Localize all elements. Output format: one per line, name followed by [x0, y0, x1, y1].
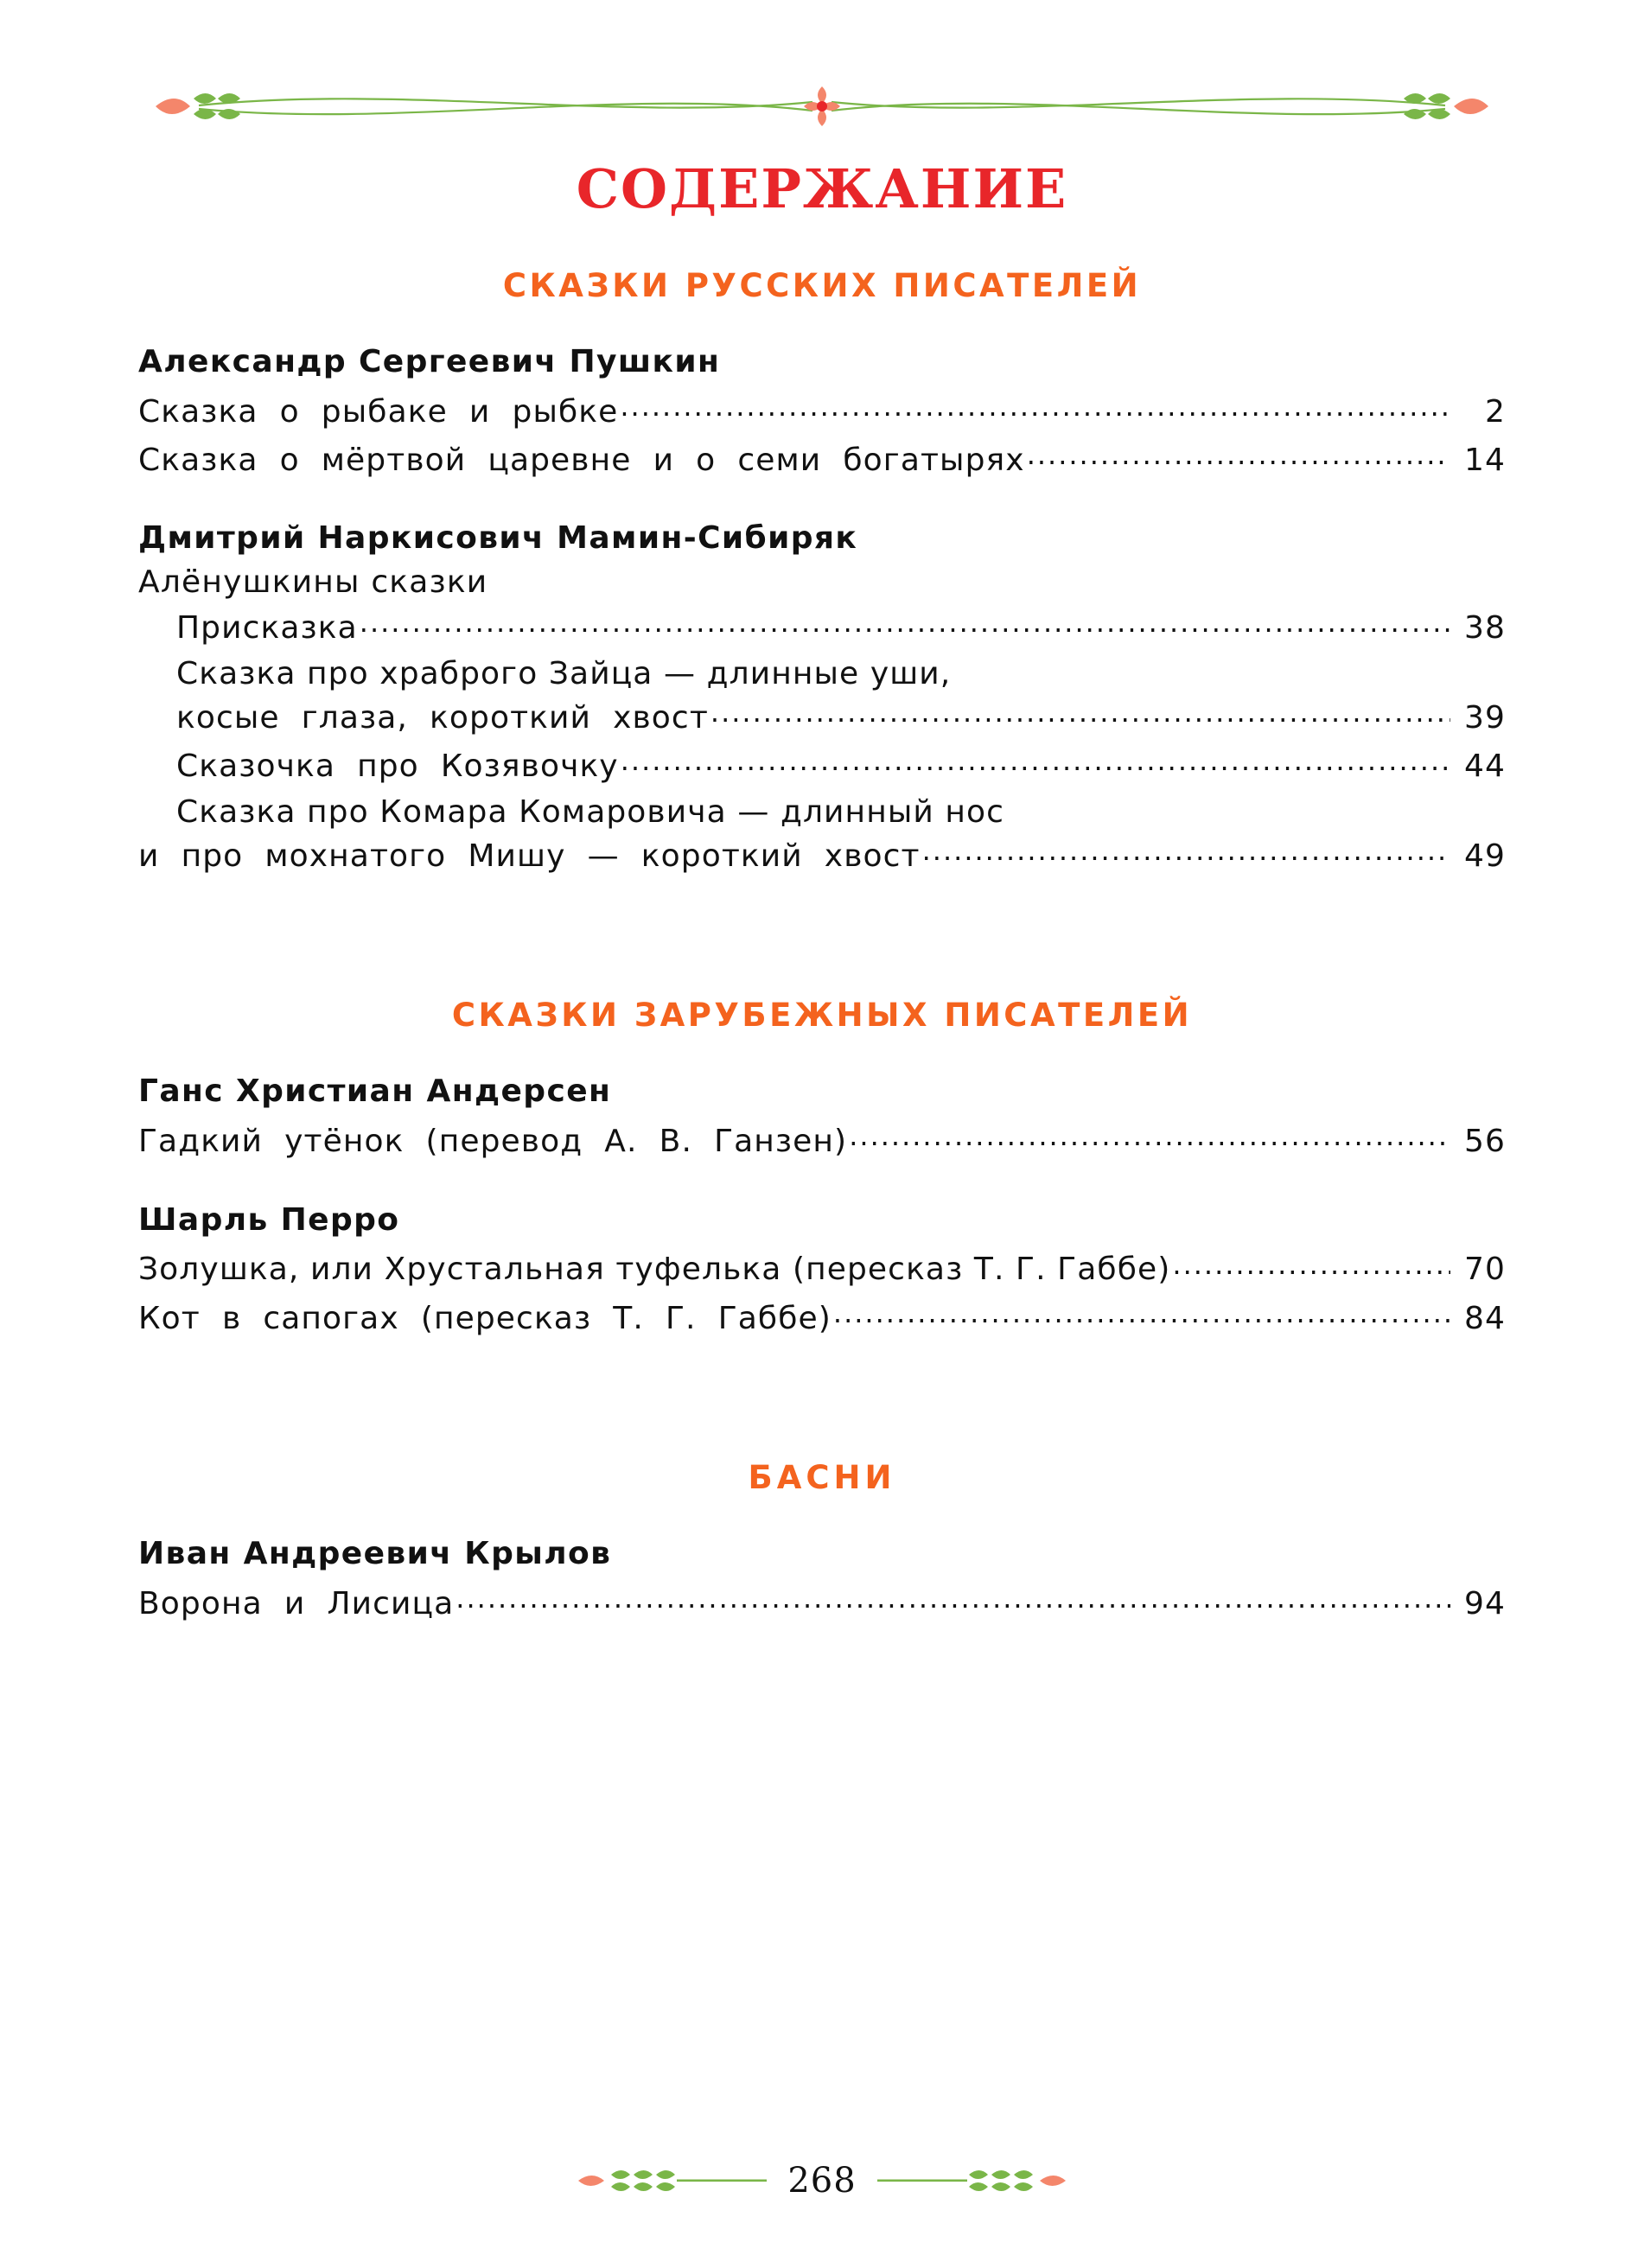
author-name: Александр Сергеевич Пушкин [138, 344, 721, 379]
dot-leader [456, 1580, 1450, 1616]
dot-leader [1027, 436, 1450, 473]
toc-entry-title: Кот в сапогах (пересказ Т. Г. Габбе) [138, 1300, 832, 1336]
footer-ornament-left-icon [573, 2163, 772, 2198]
collection-title: Алёнушкины сказки [138, 564, 488, 601]
toc-entry-page: 70 [1463, 1252, 1506, 1288]
toc-entry[interactable] [138, 792, 1506, 877]
author-name: Шарль Перро [138, 1201, 400, 1238]
section-heading-fables: БАСНИ [748, 1459, 896, 1497]
toc-entry-title: Гадкий утёнок (перевод А. В. Ганзен) [138, 1124, 848, 1160]
toc-entry-page: 2 [1484, 393, 1506, 430]
dot-leader [360, 604, 1450, 640]
toc-entry[interactable] [138, 1246, 1506, 1290]
toc-entry-page: 44 [1463, 749, 1506, 785]
author-block-perrault [138, 1202, 1506, 1339]
toc-entry-page: 56 [1463, 1124, 1506, 1160]
toc-entry[interactable] [138, 1295, 1506, 1339]
dot-leader [621, 742, 1450, 779]
toc-entry-page: 94 [1463, 1585, 1506, 1621]
top-ornament [138, 76, 1506, 137]
toc-entry-page: 14 [1463, 442, 1506, 478]
dot-leader [833, 1295, 1450, 1331]
dot-leader [710, 694, 1450, 730]
page-number: 268 [787, 2161, 857, 2201]
dot-leader [620, 388, 1450, 424]
author-block-mamin-sibiryak [138, 520, 1506, 876]
author-name: Ганс Христиан Андерсен [138, 1073, 612, 1110]
toc-entry[interactable] [138, 653, 1506, 739]
toc-entry-page: 49 [1463, 838, 1506, 874]
toc-entry-title-line1: Сказка про Комара Комаровича — длинный нос [176, 793, 1005, 830]
toc-entry-title: Ворона и Лисица [138, 1585, 455, 1621]
toc-entry-title: Сказка о мёртвой царевне и о семи богатырях [138, 442, 1025, 478]
author-block-andersen [138, 1073, 1506, 1162]
footer-ornament-right-icon [872, 2163, 1071, 2198]
toc-entry[interactable] [138, 436, 1506, 481]
author-block-pushkin [138, 344, 1506, 481]
section-heading-russian-writers: СКАЗКИ РУССКИХ ПИСАТЕЛЕЙ [502, 267, 1142, 304]
dot-leader [1172, 1246, 1450, 1283]
toc-entry[interactable] [138, 1118, 1506, 1162]
author-name: Дмитрий Наркисович Мамин-Сибиряк [138, 520, 858, 557]
page-footer [0, 2161, 1644, 2201]
page-title: СОДЕРЖАНИЕ [576, 157, 1068, 220]
dot-leader [849, 1118, 1450, 1154]
toc-entry-title: и про мохнатого Мишу — короткий хвост [138, 838, 921, 874]
toc-entry[interactable] [138, 1580, 1506, 1624]
toc-entry-page: 39 [1463, 699, 1506, 736]
toc-entry[interactable] [138, 604, 1506, 648]
author-block-krylov [138, 1536, 1506, 1624]
toc-entry-title: Золушка, или Хрустальная туфелька (пересказ Т. Г. Габбе) [138, 1252, 1171, 1288]
toc-entry-page: 84 [1463, 1300, 1506, 1336]
toc-entry[interactable] [138, 388, 1506, 432]
toc-entry-title: Сказочка про Козявочку [176, 749, 619, 785]
toc-entry-title: Присказка [176, 610, 358, 647]
section-heading-foreign-writers: СКАЗКИ ЗАРУБЕЖНЫХ ПИСАТЕЛЕЙ [451, 997, 1193, 1035]
toc-entry-title: Сказка о рыбаке и рыбке [138, 393, 619, 430]
contents-page [0, 76, 1644, 2268]
toc-entry-page: 38 [1463, 610, 1506, 647]
toc-entry[interactable] [138, 742, 1506, 787]
ornament-rule-icon [138, 76, 1506, 137]
author-name: Иван Андреевич Крылов [138, 1536, 612, 1572]
toc-entry-title-line1: Сказка про храброго Зайца — длинные уши, [176, 655, 952, 691]
toc-entry-title: косые глаза, короткий хвост [176, 699, 709, 736]
dot-leader [922, 832, 1450, 869]
